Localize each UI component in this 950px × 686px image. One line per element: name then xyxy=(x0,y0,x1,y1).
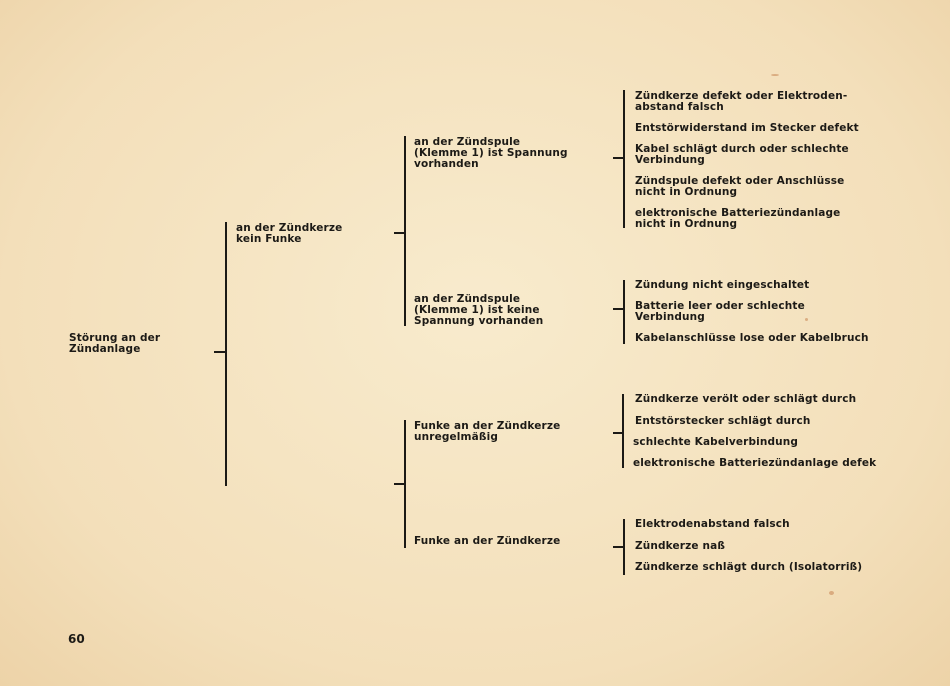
paper-speck xyxy=(805,318,808,321)
cause-a-3: Kabel schlägt durch oder schlechte Verbindung xyxy=(635,143,849,166)
cause-c-3: schlechte Kabelverbindung xyxy=(633,436,799,448)
cause-b-2: Batterie leer oder schlechte Verbindung xyxy=(635,300,805,323)
cause-b-1: Zündung nicht eingeschaltet xyxy=(635,279,810,291)
causes-a-bracket xyxy=(623,90,625,228)
cause-a-5: elektronische Batteriezündanlage nicht in Ordnung xyxy=(635,207,841,230)
cause-a-1: Zündkerze defekt oder Elektroden- abstand falsch xyxy=(635,90,848,113)
cause-c-4: elektronische Batteriezündanlage defek xyxy=(633,457,877,469)
level2-a-label: an der Zündspule (Klemme 1) ist Spannung vorhanden xyxy=(414,136,568,170)
level2-c-label: Funke an der Zündkerze unregelmäßig xyxy=(414,420,561,443)
cause-d-3: Zündkerze schlägt durch (Isolatorriß) xyxy=(635,561,863,573)
cause-d-2: Zündkerze naß xyxy=(635,540,726,552)
causes-b-bracket xyxy=(623,280,625,344)
cause-d-1: Elektrodenabstand falsch xyxy=(635,518,790,530)
level1-bracket xyxy=(225,222,227,486)
paper-speck xyxy=(771,74,779,76)
level1-upper-label: an der Zündkerze kein Funke xyxy=(236,222,343,245)
lower-bracket xyxy=(404,420,406,548)
root-label: Störung an der Zündanlage xyxy=(69,332,161,355)
cause-c-2: Entstörstecker schlägt durch xyxy=(635,415,811,427)
paper-speck xyxy=(829,591,834,595)
level2-b-label: an der Zündspule (Klemme 1) ist keine Spannung vorhanden xyxy=(414,293,544,327)
cause-c-1: Zündkerze verölt oder schlägt durch xyxy=(635,393,857,405)
cause-a-2: Entstörwiderstand im Stecker defekt xyxy=(635,122,859,134)
level2-d-label: Funke an der Zündkerze xyxy=(414,535,561,547)
upper-bracket xyxy=(404,136,406,326)
page-number: 60 xyxy=(68,632,85,646)
cause-b-3: Kabelanschlüsse lose oder Kabelbruch xyxy=(635,332,869,344)
cause-a-4: Zündspule defekt oder Anschlüsse nicht in Ordnung xyxy=(635,175,845,198)
causes-d-bracket xyxy=(623,519,625,575)
causes-c-bracket xyxy=(622,394,624,468)
